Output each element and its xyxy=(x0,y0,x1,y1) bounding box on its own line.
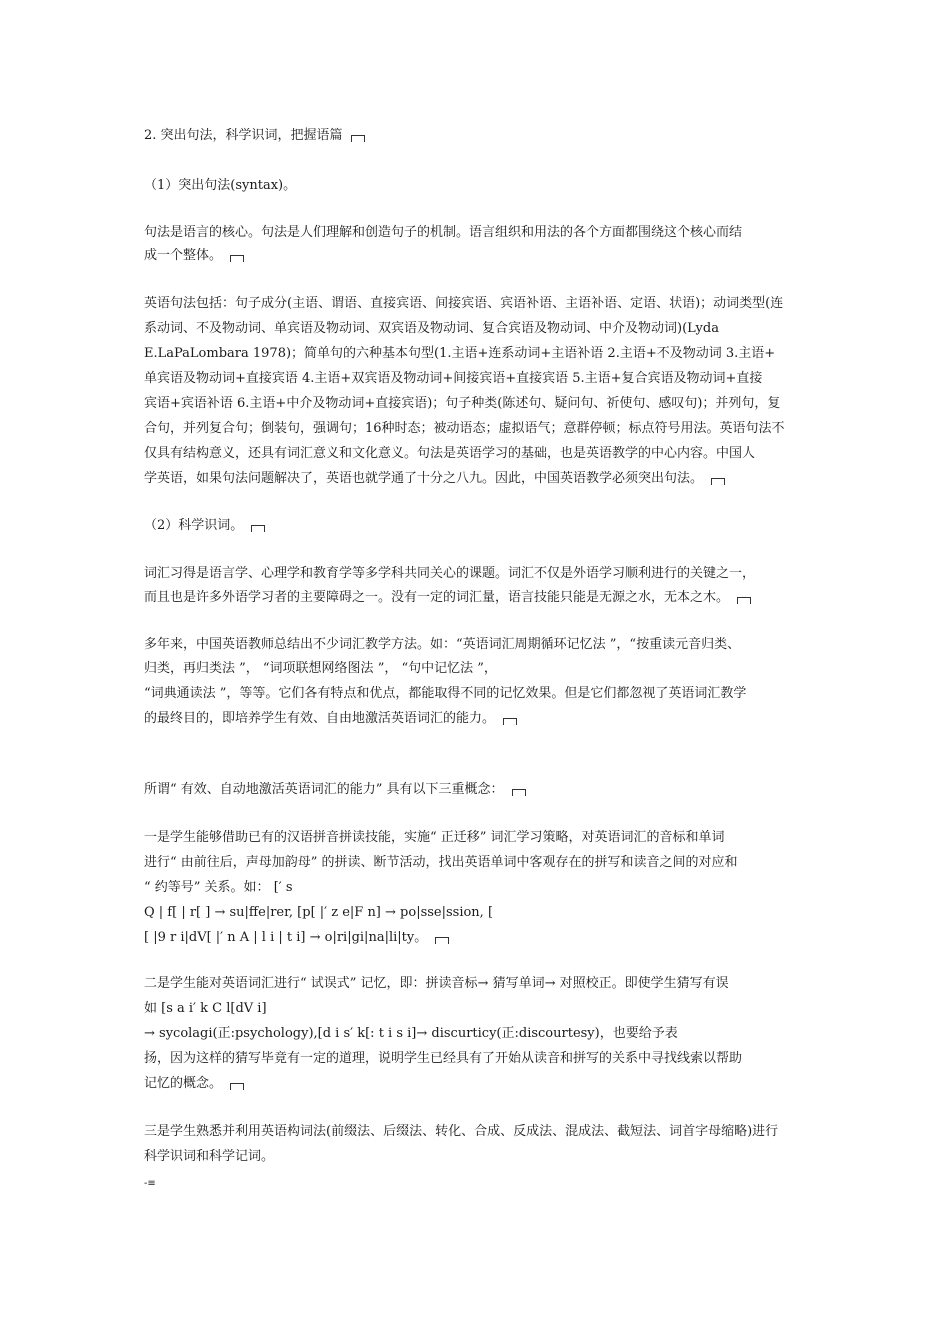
phonetic-line xyxy=(144,930,449,946)
subsection-heading xyxy=(144,518,265,534)
text-line: 学英语，如果句法问题解决了，英语也就学通了十分之八九。因此，中国英语教学必须突出句法。 xyxy=(144,471,704,486)
text-line: 成一个整体。 xyxy=(144,248,223,263)
text-line: 而且也是许多外语学习者的主要障碍之一。没有一定的词汇量，语言技能只能是无源之水，无本之木。 xyxy=(144,590,730,605)
paragraph-mark-icon xyxy=(230,255,244,262)
footer-mark: -≡ xyxy=(144,1178,156,1189)
text-line: 合句，并列复合句；倒装句，强调句；16种时态；被动语态；虚拟语气；意群停顿；标点符号用法。英语句法不 xyxy=(144,421,785,436)
text-line xyxy=(144,248,244,264)
text-line: 一是学生能够借助已有的汉语拼音拼读技能，实施“ 正迁移” 词汇学习策略，对英语词汇的音标和单词 xyxy=(144,830,725,845)
paragraph-mark-icon xyxy=(512,789,526,796)
text-line xyxy=(144,1076,244,1092)
text-line xyxy=(144,471,725,487)
text-line: 的最终目的，即培养学生有效、自由地激活英语词汇的能力。 xyxy=(144,711,496,726)
paragraph-mark-icon xyxy=(351,135,365,142)
paragraph-mark-icon xyxy=(251,525,265,532)
text-line: 词汇习得是语言学、心理学和教育学等多学科共同关心的课题。词汇不仅是外语学习顺利进行的关键之一， xyxy=(144,566,756,581)
text-line xyxy=(144,590,751,606)
phonetic-line: Q | f[ | r[ ] → su|ffe|rer, [p[ |′ z e|F n] → po|sse|ssion, [ xyxy=(144,905,494,920)
subsection-heading: （1）突出句法(syntax)。 xyxy=(144,178,297,193)
text-line: E.LaPaLombara 1978)；简单句的六种基本句型(1.主语+连系动词+主语补语 2.主语+不及物动词 3.主语+ xyxy=(144,346,776,361)
text-line: 归类，再归类法 ”， “词项联想网络图法 ”， “句中记忆法 ”， xyxy=(144,661,497,676)
text-line: 二是学生能对英语词汇进行“ 试误式” 记忆，即：拼读音标→ 猜写单词→ 对照校正。即使学生猜写有误 xyxy=(144,976,729,991)
paragraph-mark-icon xyxy=(435,937,449,944)
paragraph-mark-icon xyxy=(503,718,517,725)
text-line: 记忆的概念。 xyxy=(144,1076,223,1091)
text-line: 2. 突出句法，科学识词，把握语篇 xyxy=(144,128,343,143)
text-line: 进行“ 由前往后，声母加韵母” 的拼读、断节活动，找出英语单词中客观存在的拼写和读音之间的对应和 xyxy=(144,855,738,870)
paragraph-mark-icon xyxy=(711,478,725,485)
text-line xyxy=(144,782,526,798)
text-line: 科学识词和科学记词。 xyxy=(144,1149,275,1164)
text-line: 三是学生熟悉并利用英语构词法(前缀法、后缀法、转化、合成、反成法、混成法、截短法、词首字母缩略)进行 xyxy=(144,1124,779,1139)
text-line: 仅具有结构意义，还具有词汇意义和文化意义。句法是英语学习的基础，也是英语教学的中心内容。中国人 xyxy=(144,446,756,461)
text-line: “ 约等号” 关系。如： [′ s xyxy=(144,880,293,895)
text-line: 句法是语言的核心。句法是人们理解和创造句子的机制。语言组织和用法的各个方面都围绕这个核心而结 xyxy=(144,225,743,240)
text-line: [ |9 r i|dV[ |′ n A | l i | t i] → o|ri|gi|na|li|ty。 xyxy=(144,930,428,945)
text-line: 宾语+宾语补语 6.主语+中介及物动词+直接宾语)；句子种类(陈述句、疑问句、祈使句、感叹句)；并列句，复 xyxy=(144,396,781,411)
paragraph-mark-icon xyxy=(737,597,751,604)
text-line xyxy=(144,711,517,727)
text-line: 系动词、不及物动词、单宾语及物动词、双宾语及物动词、复合宾语及物动词、中介及物动词)(Lyda xyxy=(144,321,719,336)
phonetic-line: 如 [s a i′ k C l[dV i] xyxy=(144,1001,267,1016)
text-line: → sycolagi(正:psychology),[d i s′ k[: t i s i]→ discurticy(正:discourtesy)，也要给予表 xyxy=(144,1026,678,1041)
text-line: 英语句法包括：句子成分(主语、谓语、直接宾语、间接宾语、宾语补语、主语补语、定语、状语)；动词类型(连 xyxy=(144,296,784,311)
section-heading xyxy=(144,128,365,144)
text-line: 所谓“ 有效、自动地激活英语词汇的能力” 具有以下三重概念： xyxy=(144,782,504,797)
text-line: 扬，因为这样的猜写毕竟有一定的道理，说明学生已经具有了开始从读音和拼写的关系中寻找线索以帮助 xyxy=(144,1051,743,1066)
text-line: 单宾语及物动词+直接宾语 4.主语+双宾语及物动词+间接宾语+直接宾语 5.主语+复合宾语及物动词+直接 xyxy=(144,371,763,386)
text-line: 多年来，中国英语教师总结出不少词汇教学方法。如：“英语词汇周期循环记忆法 ”，“按重读元音归类、 xyxy=(144,637,741,652)
text-line: “词典通读法 ”，等等。它们各有特点和优点，都能取得不同的记忆效果。但是它们都忽视了英语词汇教学 xyxy=(144,686,747,701)
text-line: （2）科学识词。 xyxy=(144,518,244,533)
paragraph-mark-icon xyxy=(230,1083,244,1090)
